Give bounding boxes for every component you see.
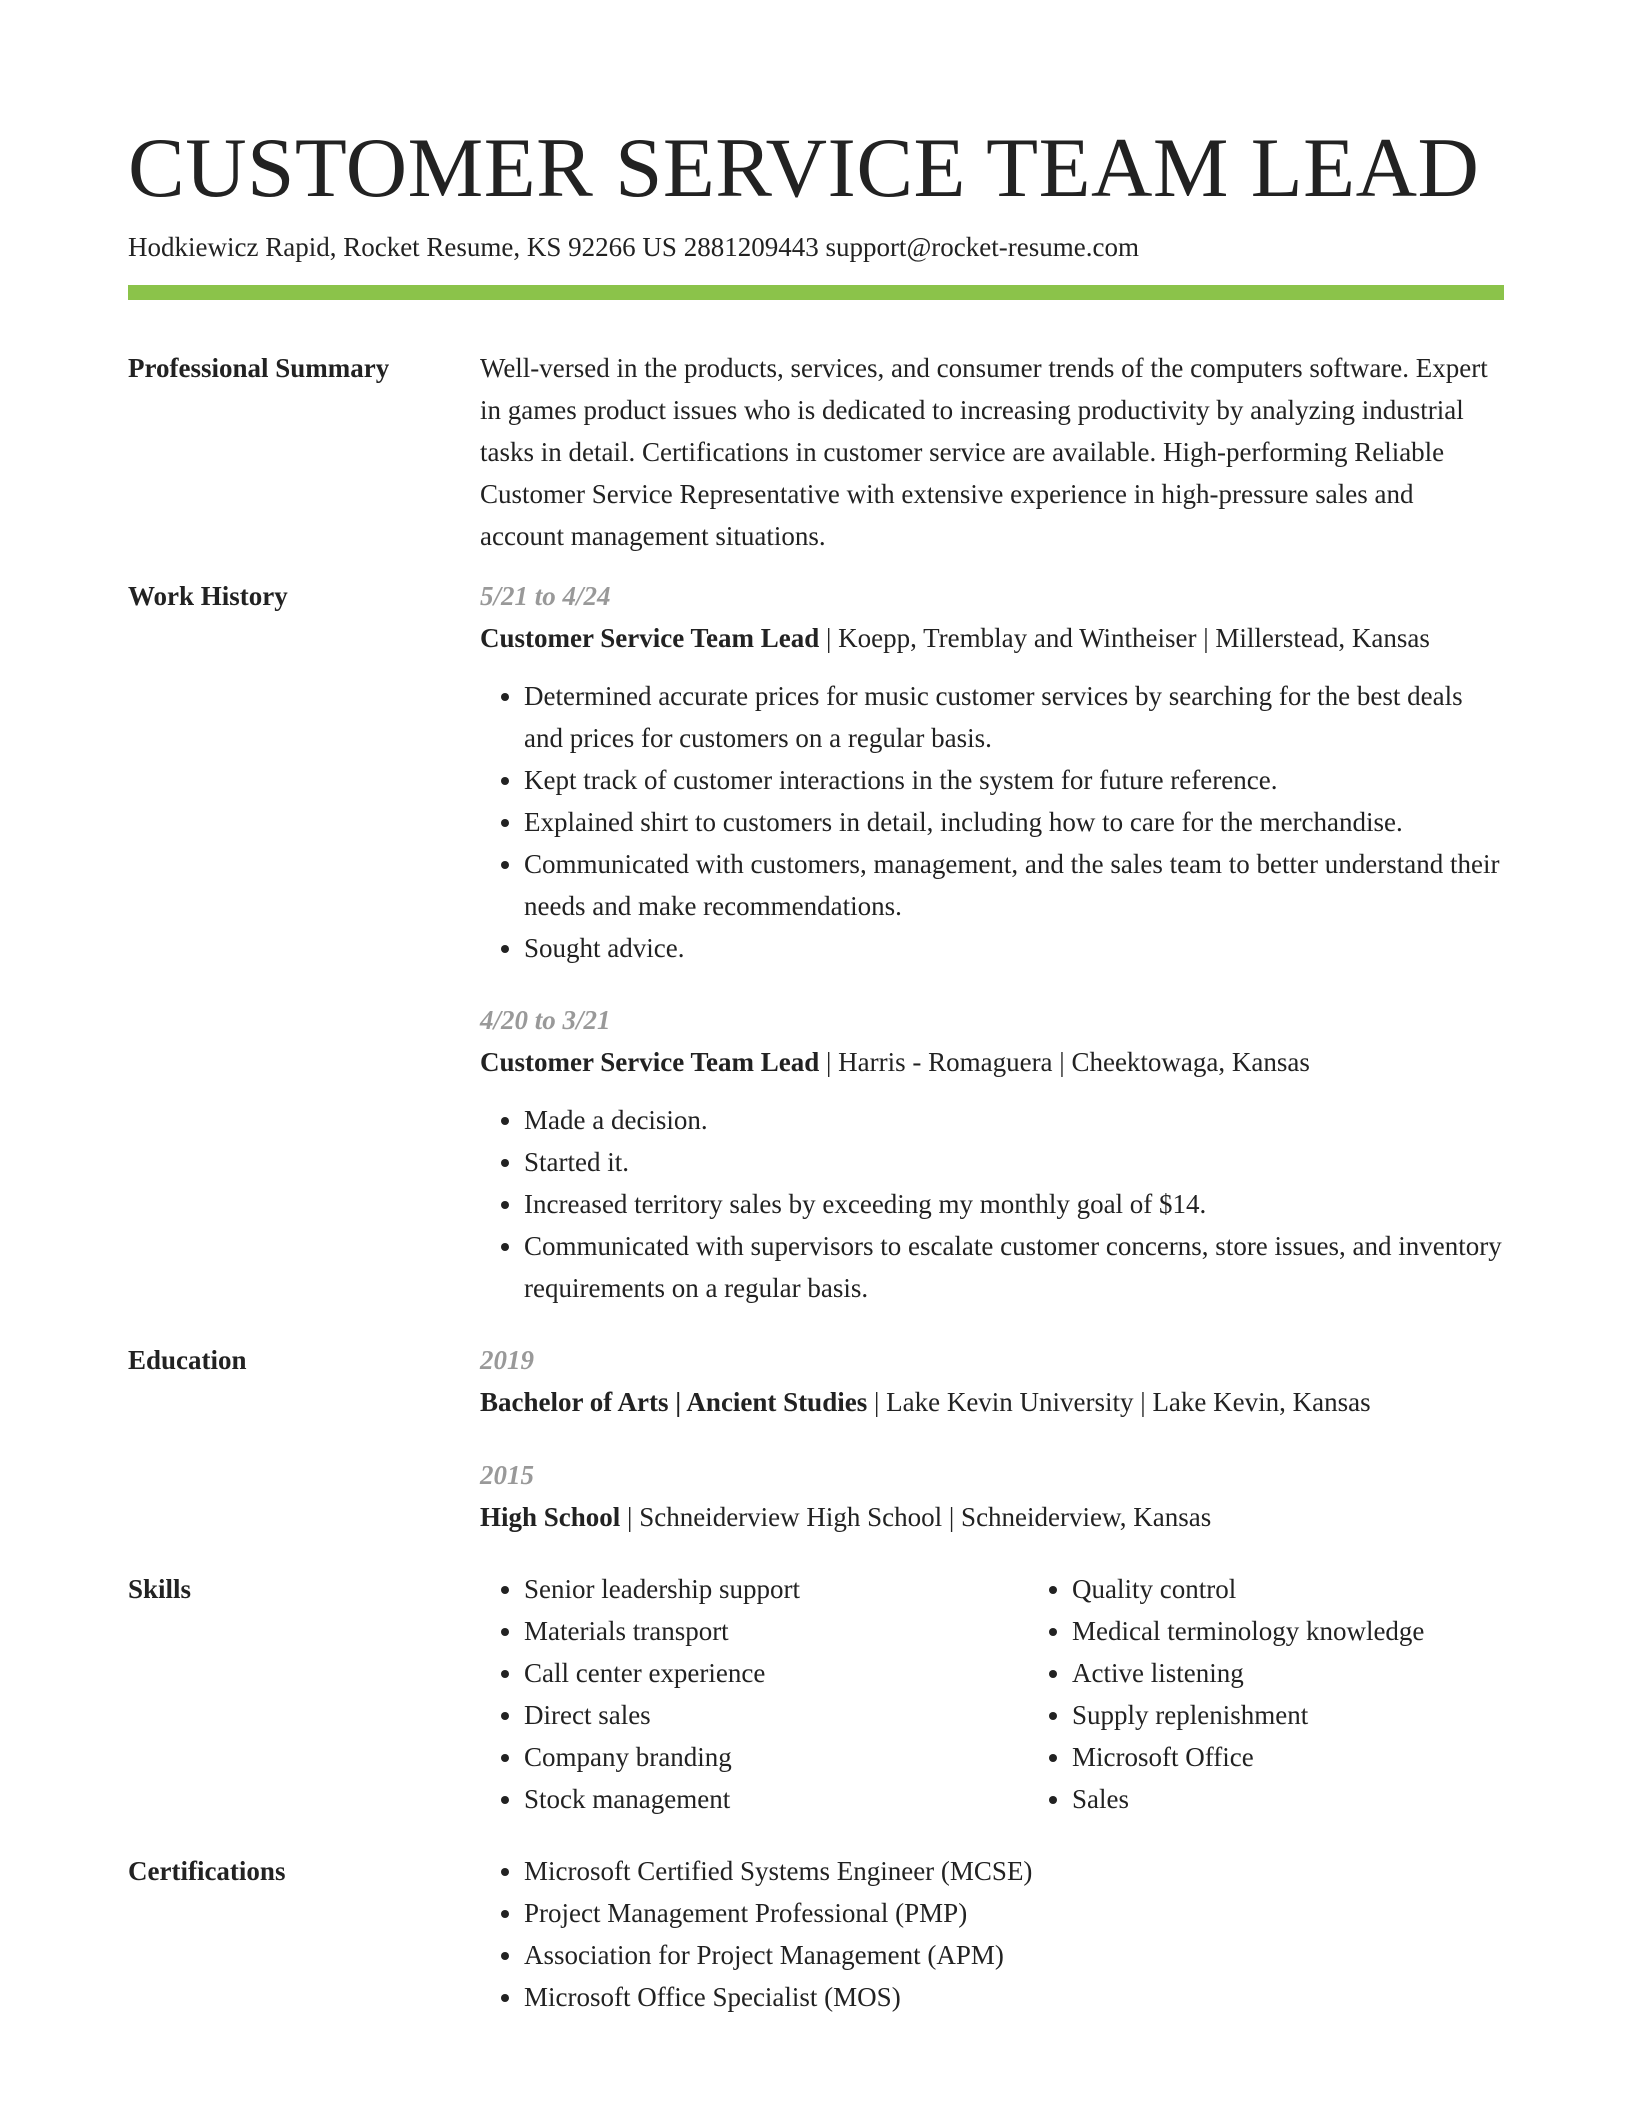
list-item: • Sought advice. <box>524 927 1504 969</box>
job-dates: 5/21 to 4/24 <box>480 581 611 611</box>
list-item: • Medical terminology knowledge <box>1072 1610 1576 1652</box>
skills-columns <box>480 1568 1576 1820</box>
job-title: Customer Service Team Lead <box>480 1047 820 1077</box>
list-item: • Quality control <box>1072 1568 1576 1610</box>
section-certifications <box>128 1850 1504 2018</box>
list-item: • Active listening <box>1072 1652 1576 1694</box>
list-item: • Communicated with customers, management, and the sales team to better understand their needs and make recommendations. <box>524 843 1504 927</box>
accent-divider <box>128 285 1504 300</box>
list-item: • Sales <box>1072 1778 1576 1820</box>
list-item: • Started it. <box>524 1141 1504 1183</box>
education-details: | Lake Kevin University | Lake Kevin, Kansas <box>867 1387 1371 1417</box>
list-item: • Project Management Professional (PMP) <box>524 1892 1504 1934</box>
section-skills <box>128 1568 1504 1820</box>
certifications-list <box>480 1850 1504 2018</box>
list-item: • Company branding <box>524 1736 1028 1778</box>
list-item: • Microsoft Certified Systems Engineer (MCSE) <box>524 1850 1504 1892</box>
job-details: | Koepp, Tremblay and Wintheiser | Millerstead, Kansas <box>819 623 1430 653</box>
job-bullets <box>480 675 1504 969</box>
skills-list-left <box>480 1568 1028 1820</box>
education-entry <box>480 1454 1504 1538</box>
section-label-education: Education <box>128 1345 247 1375</box>
education-entry <box>480 1339 1504 1423</box>
job-entry <box>480 575 1504 969</box>
education-degree: High School <box>480 1502 621 1532</box>
certifications-body <box>480 1850 1504 2018</box>
list-item: • Microsoft Office <box>1072 1736 1576 1778</box>
education-year: 2019 <box>480 1345 534 1375</box>
section-label-summary: Professional Summary <box>128 353 390 383</box>
list-item: • Direct sales <box>524 1694 1028 1736</box>
job-entry <box>480 999 1504 1309</box>
list-item: • Explained shirt to customers in detail, including how to care for the merchandise. <box>524 801 1504 843</box>
list-item: • Senior leadership support <box>524 1568 1028 1610</box>
list-item: • Association for Project Management (APM) <box>524 1934 1504 1976</box>
list-item: • Made a decision. <box>524 1099 1504 1141</box>
job-heading <box>480 1041 1504 1083</box>
education-heading <box>480 1381 1504 1423</box>
summary-text: Well-versed in the products, services, and consumer trends of the computers software. Expert in games product issues who is dedicated to increasing productivity by analyzing industrial tasks in detail. Certifications in customer service are available. High-performing Reliable Customer Service Representative with extensive experience in high-pressure sales and account management situations. <box>480 353 1488 551</box>
contact-line: Hodkiewicz Rapid, Rocket Resume, KS 92266 US 2881209443 support@rocket-resume.com <box>128 232 1139 262</box>
list-item: • Supply replenishment <box>1072 1694 1576 1736</box>
list-item: • Kept track of customer interactions in the system for future reference. <box>524 759 1504 801</box>
list-item: • Determined accurate prices for music customer services by searching for the best deals and prices for customers on a regular basis. <box>524 675 1504 759</box>
list-item: • Microsoft Office Specialist (MOS) <box>524 1976 1504 2018</box>
resume-page <box>128 118 1504 2018</box>
list-item: • Increased territory sales by exceeding my monthly goal of $14. <box>524 1183 1504 1225</box>
section-label-work: Work History <box>128 581 288 611</box>
job-heading <box>480 617 1504 659</box>
list-item: • Stock management <box>524 1778 1028 1820</box>
section-label-skills: Skills <box>128 1574 192 1604</box>
list-item: • Call center experience <box>524 1652 1028 1694</box>
education-degree: Bachelor of Arts | Ancient Studies <box>480 1387 868 1417</box>
job-details: | Harris - Romaguera | Cheektowaga, Kansas <box>819 1047 1310 1077</box>
education-entries <box>480 1339 1504 1538</box>
work-entries <box>480 575 1504 1309</box>
education-heading <box>480 1496 1504 1538</box>
education-details: | Schneiderview High School | Schneiderview, Kansas <box>620 1502 1212 1532</box>
section-education <box>128 1339 1504 1538</box>
job-title: Customer Service Team Lead <box>480 623 820 653</box>
skills-list-right <box>1028 1568 1576 1820</box>
list-item: • Communicated with supervisors to escalate customer concerns, store issues, and inventory requirements on a regular basis. <box>524 1225 1504 1309</box>
job-dates: 4/20 to 3/21 <box>480 1005 611 1035</box>
section-work-history <box>128 575 1504 1309</box>
job-bullets <box>480 1099 1504 1309</box>
list-item: • Materials transport <box>524 1610 1028 1652</box>
section-summary <box>128 347 1504 557</box>
education-year: 2015 <box>480 1460 534 1490</box>
section-label-certifications: Certifications <box>128 1856 286 1886</box>
resume-title: CUSTOMER SERVICE TEAM LEAD <box>128 121 1480 215</box>
